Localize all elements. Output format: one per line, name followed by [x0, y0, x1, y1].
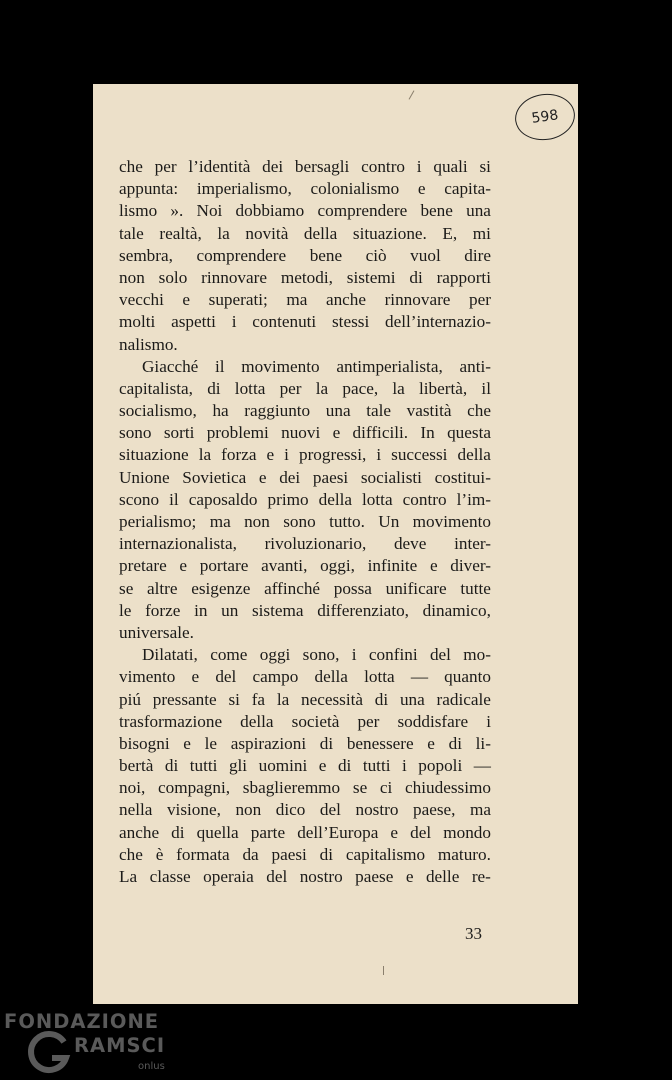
text-line: se altre esigenze affinché possa unificare tutte [119, 578, 491, 598]
archive-stamp: 598 [512, 90, 578, 144]
text-line: universale. [119, 622, 194, 642]
fondazione-gramsci-logo [4, 1010, 169, 1076]
text-line: che per l’identità dei bersagli contro i quali si [119, 157, 491, 176]
text-line: bertà di tutti gli uomini e di tutti i popoli — [119, 756, 491, 776]
text-line: situazione la forza e i progressi, i successi della [119, 445, 491, 465]
page-number: 33 [465, 924, 482, 943]
text-line: che è formata da paesi di capitalismo maturo. [119, 844, 491, 864]
text-line: anche di quella parte dell’Europa e del mondo [119, 822, 491, 842]
text-line: bisogni e le aspirazioni di benessere e di li- [119, 733, 491, 753]
text-line: appunta: imperialismo, colonialismo e capita- [119, 179, 491, 199]
text-line: perialismo; ma non sono tutto. Un movimento [119, 512, 491, 531]
logo-line-1: FONDAZIONE [4, 1010, 160, 1033]
text-line: sembra, comprendere bene ciò vuol dire [119, 245, 491, 265]
pencil-mark [383, 966, 384, 975]
g-letter-icon [26, 1030, 72, 1076]
text-line: capitalista, di lotta per la pace, la libertà, il [119, 378, 491, 398]
text-line: nella visione, non dico del nostro paese, ma [119, 800, 491, 820]
text-line: le forze in un sistema differenziato, dinamico, [119, 600, 491, 620]
page-text [119, 156, 491, 888]
text-line: internazionalista, rivoluzionario, deve inter- [119, 534, 491, 554]
text-line: vimento e del campo della lotta — quanto [119, 667, 491, 687]
text-line: noi, compagni, sbaglieremmo se ci chiudessimo [119, 778, 491, 798]
logo-line-2: RAMSCI [74, 1034, 166, 1057]
text-line: scono il caposaldo primo della lotta contro l’im- [119, 489, 491, 509]
pencil-mark [409, 90, 415, 99]
text-line: trasformazione della società per soddisfare i [119, 711, 491, 731]
text-line: non solo rinnovare metodi, sistemi di rapporti [119, 267, 491, 287]
text-line: sono sorti problemi nuovi e difficili. In questa [119, 423, 491, 443]
text-line: Giacché il movimento antimperialista, anti- [142, 356, 491, 376]
text-line: nalismo. [119, 334, 178, 354]
text-line: lismo ». Noi dobbiamo comprendere bene una [119, 201, 491, 221]
book-page [93, 84, 578, 1004]
text-line: molti aspetti i contenuti stessi dell’internazio- [119, 312, 491, 332]
logo-suffix: onlus [138, 1061, 165, 1072]
text-line: Unione Sovietica e dei paesi socialisti costitui- [119, 467, 491, 487]
text-line: tale realtà, la novità della situazione. E, mi [119, 223, 491, 243]
text-line: Dilatati, come oggi sono, i confini del mo- [142, 645, 491, 665]
text-line: piú pressante si fa la necessità di una radicale [119, 689, 491, 709]
text-line: La classe operaia del nostro paese e delle re- [119, 867, 491, 886]
text-line: socialismo, ha raggiunto una tale vastità che [119, 401, 491, 421]
text-line: pretare e portare avanti, oggi, infinite e diver- [119, 556, 491, 576]
text-line: vecchi e superati; ma anche rinnovare per [119, 290, 491, 310]
